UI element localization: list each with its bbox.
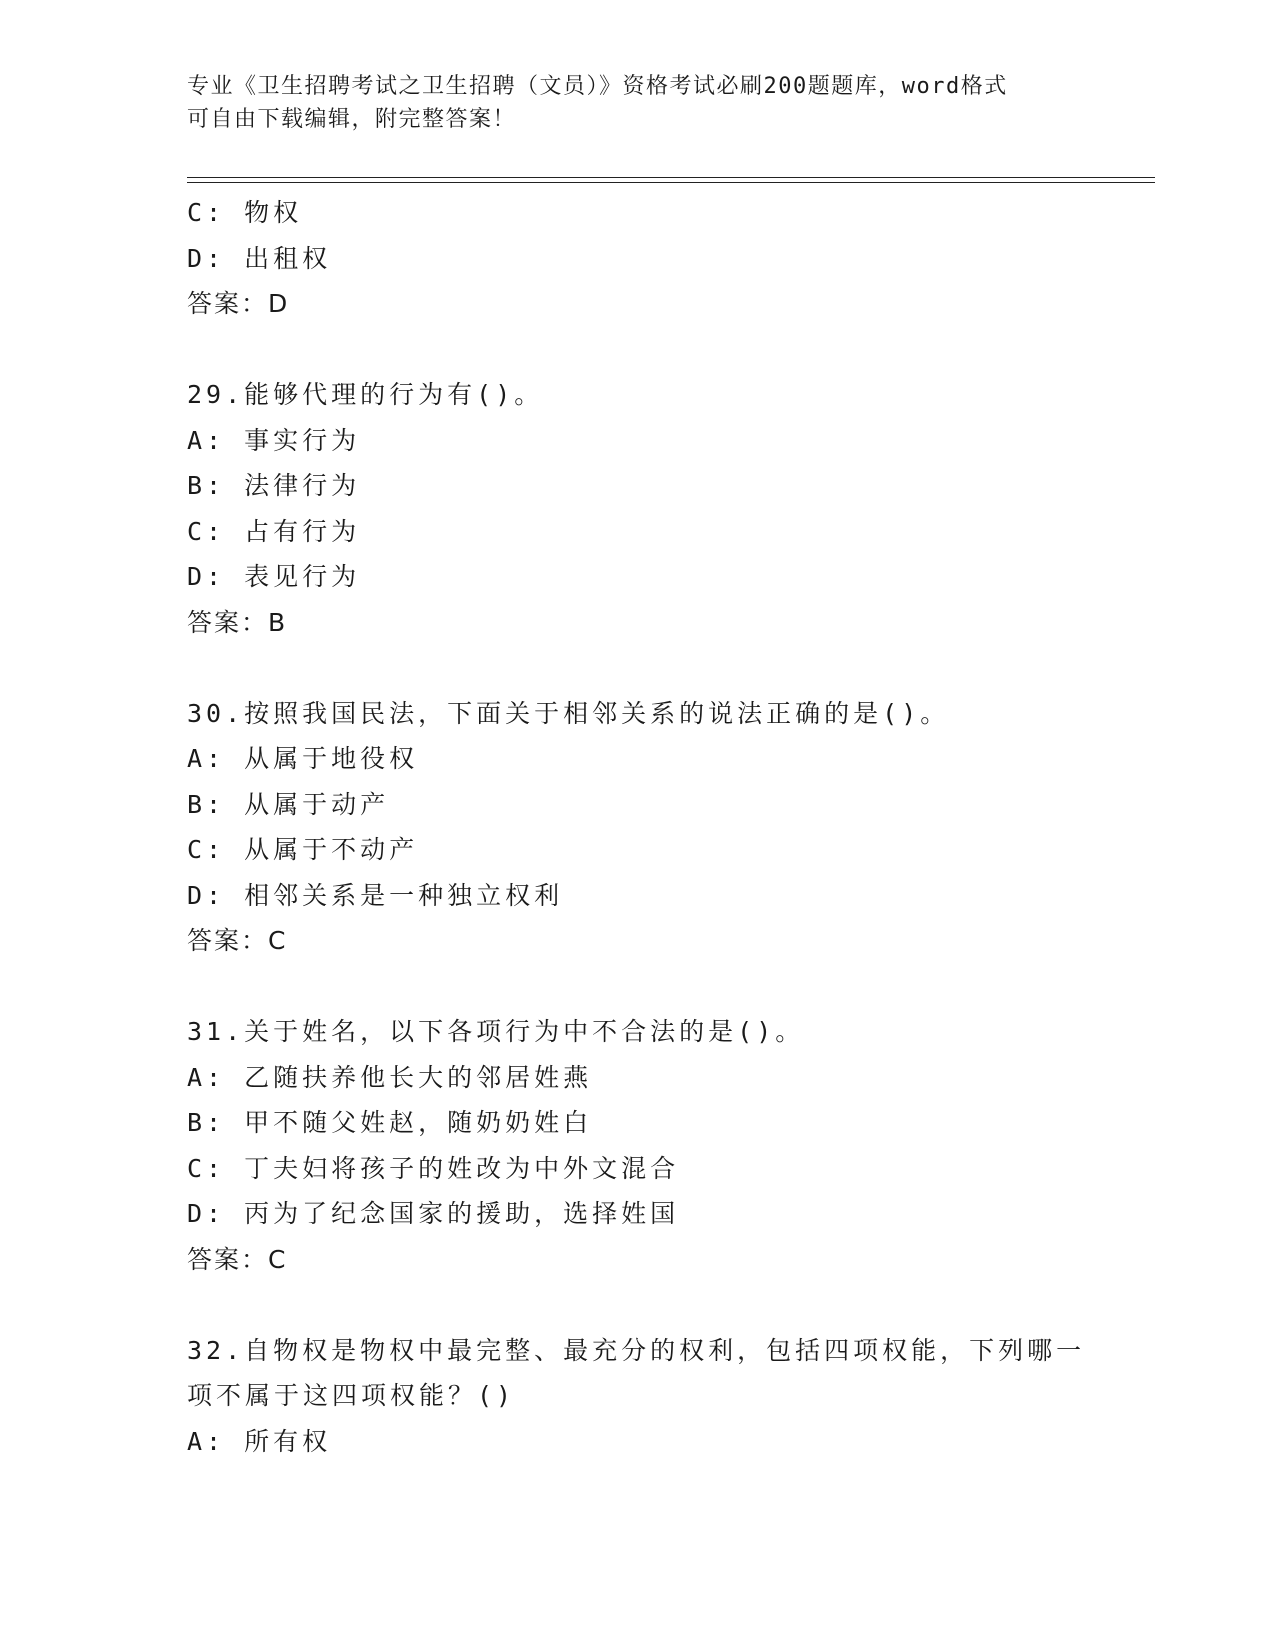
header-title-line2: 可自由下载编辑，附完整答案！ xyxy=(187,107,517,132)
option-d: D: 相邻关系是一种独立权利 xyxy=(187,880,564,910)
option-a: A: 从属于地役权 xyxy=(187,744,419,773)
document-header xyxy=(187,70,1087,136)
question-stem: 30.按照我国民法，下面关于相邻关系的说法正确的是()。 xyxy=(187,698,950,728)
question-block-29 xyxy=(187,372,1155,645)
question-block-prev xyxy=(187,190,1155,327)
spacer xyxy=(187,645,1155,691)
option-b: B: 法律行为 xyxy=(187,471,361,500)
question-stem: 29.能够代理的行为有()。 xyxy=(187,380,544,409)
answer: 答案：D xyxy=(187,289,290,318)
option-b: B: 从属于动产 xyxy=(187,789,390,819)
question-list xyxy=(187,190,1155,1464)
question-block-31 xyxy=(187,1009,1155,1282)
header-divider-bottom xyxy=(187,182,1155,183)
option-c: C: 占有行为 xyxy=(187,516,361,546)
question-block-30 xyxy=(187,691,1155,964)
option-d: D: 出租权 xyxy=(187,243,332,273)
answer: 答案：B xyxy=(187,607,288,637)
option-a: A: 乙随扶养他长大的邻居姓燕 xyxy=(187,1062,593,1092)
option-b: B: 甲不随父姓赵，随奶奶姓白 xyxy=(187,1108,593,1137)
header-title-line1: 专业《卫生招聘考试之卫生招聘（文员）》资格考试必刷200题题库，word格式 xyxy=(187,74,1008,99)
option-a: A: 事实行为 xyxy=(187,425,361,455)
answer: 答案：C xyxy=(187,1244,288,1274)
spacer xyxy=(187,327,1155,373)
header-divider-top xyxy=(187,177,1155,178)
answer: 答案：C xyxy=(187,926,288,955)
option-d: D: 表见行为 xyxy=(187,562,361,591)
option-c: C: 从属于不动产 xyxy=(187,835,419,864)
option-c: C: 丁夫妇将孩子的姓改为中外文混合 xyxy=(187,1153,680,1183)
question-stem-line2: 项不属于这四项权能？() xyxy=(187,1381,516,1410)
question-stem-line1: 32.自物权是物权中最完整、最充分的权利，包括四项权能，下列哪一 xyxy=(187,1335,1086,1365)
option-c: C: 物权 xyxy=(187,198,303,227)
option-d: D: 丙为了纪念国家的援助，选择姓国 xyxy=(187,1199,680,1228)
option-a: A: 所有权 xyxy=(187,1426,332,1456)
question-block-32 xyxy=(187,1328,1155,1465)
spacer xyxy=(187,1282,1155,1328)
question-stem: 31.关于姓名，以下各项行为中不合法的是()。 xyxy=(187,1017,805,1046)
spacer xyxy=(187,964,1155,1010)
